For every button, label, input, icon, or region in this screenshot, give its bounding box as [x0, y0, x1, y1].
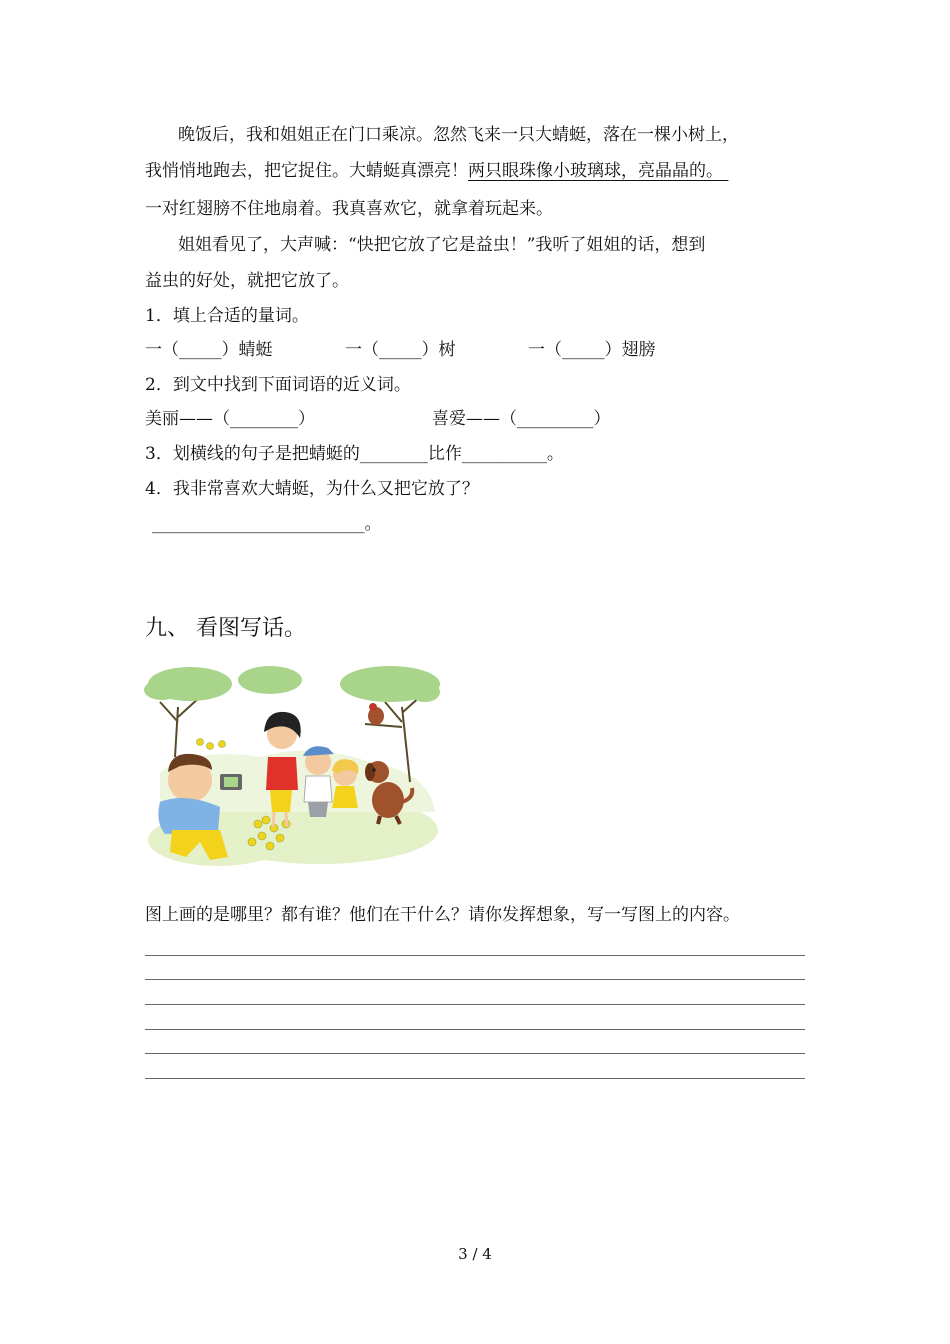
- writing-line[interactable]: [145, 1078, 805, 1079]
- question-4-title: 4．我非常喜欢大蜻蜓，为什么又把它放了？: [145, 479, 479, 499]
- question-1-blank-a[interactable]: 一（_____）蜻蜓: [145, 340, 273, 360]
- writing-line[interactable]: [145, 955, 805, 956]
- writing-line[interactable]: [145, 1004, 805, 1005]
- passage-line: [145, 159, 728, 183]
- question-2-blank-a[interactable]: 美丽——（________）: [145, 409, 315, 429]
- writing-line[interactable]: [145, 979, 805, 980]
- question-2-title: 2．到文中找到下面词语的近义词。: [145, 375, 411, 395]
- section-heading: 九、 看图写话。: [145, 616, 306, 641]
- question-1-blank-b[interactable]: 一（_____）树: [345, 340, 456, 360]
- passage-line: 晚饭后，我和姐姐正在门口乘凉。忽然飞来一只大蜻蜓，落在一棵小树上，: [178, 125, 739, 145]
- writing-line[interactable]: [145, 1053, 805, 1054]
- underlined-sentence: 两只眼珠像小玻璃球，亮晶晶的。: [468, 161, 729, 181]
- question-2-blank-b[interactable]: 喜爱——（_________）: [432, 409, 611, 429]
- question-4-answer-line[interactable]: _________________________。: [152, 514, 382, 534]
- passage-text: 我悄悄地跑去，把它捉住。大蜻蜓真漂亮！: [145, 161, 468, 181]
- page-number: 3 / 4: [458, 1245, 492, 1263]
- writing-prompt: 图上画的是哪里？都有谁？他们在干什么？请你发挥想象，写一写图上的内容。: [145, 905, 740, 925]
- passage-line: 一对红翅膀不住地扇着。我真喜欢它，就拿着玩起来。: [145, 199, 553, 219]
- question-1-blank-c[interactable]: 一（_____）翅膀: [528, 340, 656, 360]
- question-1-title: 1．填上合适的量词。: [145, 306, 309, 326]
- passage-line: 益虫的好处，就把它放了。: [145, 271, 349, 291]
- passage-line: 姐姐看见了，大声喊：“快把它放了它是益虫！”我听了姐姐的话，想到: [178, 235, 706, 255]
- writing-line[interactable]: [145, 1029, 805, 1030]
- illustration-family-park: [140, 662, 440, 872]
- question-3[interactable]: 3．划横线的句子是把蜻蜓的________比作__________。: [145, 444, 564, 464]
